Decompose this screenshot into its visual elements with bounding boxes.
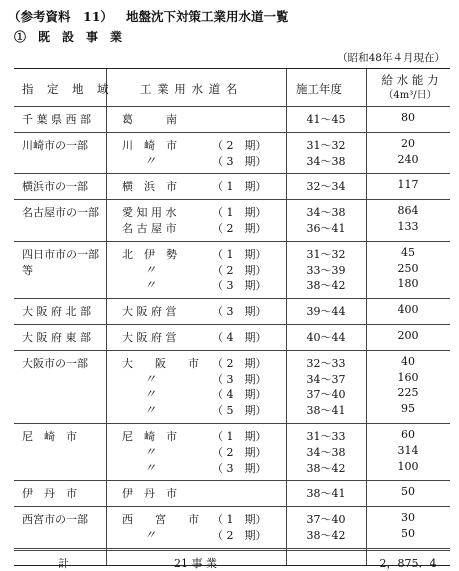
row-divider — [14, 350, 450, 351]
supply-capacity: 240 — [397, 152, 419, 166]
ditto-mark: 〃 — [144, 387, 157, 402]
supply-capacity: 20 — [401, 136, 415, 150]
header-capacity: 給 水 能 力 — [381, 73, 439, 87]
phase-label: （ 4 期） — [212, 388, 267, 402]
construction-years: 41～45 — [306, 113, 346, 126]
region-label: 尼 崎 市 — [22, 430, 77, 443]
supply-capacity: 160 — [397, 370, 419, 384]
phase-label: （ 3 期） — [212, 372, 267, 386]
water-supply-name: 伊 丹 市 — [122, 487, 177, 501]
phase-label: （ 1 期） — [212, 206, 267, 220]
region-label: 大 阪 府 北 部 — [22, 305, 91, 319]
document-title-line — [8, 7, 289, 25]
supply-capacity: 100 — [397, 459, 419, 473]
row-divider — [14, 548, 450, 551]
region-label: 川崎市の一部 — [22, 138, 88, 152]
row-divider — [14, 423, 450, 424]
supply-capacity: 80 — [401, 111, 415, 124]
water-supply-name: 大 阪 府 営 — [122, 331, 177, 344]
supply-capacity: 200 — [397, 329, 419, 342]
section-subtitle: ① 既 設 事 業 — [14, 30, 123, 44]
construction-years: 34～38 — [306, 154, 346, 168]
supply-capacity: 864 — [397, 204, 419, 218]
total-count: 21 事 業 — [174, 556, 217, 570]
region-label-cont: 等 — [22, 263, 33, 277]
construction-years: 32～33 — [306, 356, 346, 370]
row-divider — [14, 480, 450, 481]
total-capacity: 2，875．4 — [379, 556, 437, 570]
phase-label: （ 1 期） — [212, 513, 267, 527]
supply-capacity: 250 — [397, 261, 419, 275]
construction-years: 31～33 — [306, 430, 346, 443]
phase-label: （ 3 期） — [212, 154, 267, 168]
phase-label: （ 4 期） — [212, 331, 267, 344]
ditto-mark: 〃 — [144, 153, 157, 168]
phase-label: （ 3 期） — [212, 279, 267, 293]
region-label: 千 葉 県 西 部 — [22, 113, 91, 126]
header-year: 施工年度 — [296, 82, 342, 96]
phase-label: （ 1 期） — [212, 180, 267, 194]
water-supply-name: 愛 知 用 水 — [122, 206, 177, 220]
supply-capacity: 50 — [401, 485, 415, 499]
header-divider — [14, 106, 450, 107]
construction-years: 38～42 — [306, 529, 346, 542]
ditto-mark: 〃 — [144, 528, 157, 542]
supply-capacity: 45 — [401, 245, 415, 259]
row-divider — [14, 506, 450, 507]
region-label: 名古屋市の一部 — [22, 206, 99, 220]
construction-years: 40～44 — [306, 331, 346, 344]
supply-capacity: 400 — [397, 303, 419, 317]
row-divider — [14, 132, 450, 133]
construction-years: 32～34 — [306, 180, 346, 194]
row-divider — [14, 241, 450, 242]
region-label: 大阪市の一部 — [22, 356, 88, 370]
row-divider — [14, 173, 450, 174]
as-of-date: （昭和48年４月現在） — [337, 52, 445, 64]
region-label: 四日市市の一部 — [22, 247, 99, 261]
region-label: 伊 丹 市 — [22, 487, 77, 501]
construction-years: 38～41 — [306, 404, 346, 418]
water-supply-name: 横 浜 市 — [122, 180, 177, 194]
phase-label: （ 2 期） — [212, 445, 267, 459]
region-label: 大 阪 府 東 部 — [22, 331, 91, 344]
phase-label: （ 2 期） — [212, 222, 267, 235]
water-supply-name: 葛 南 — [122, 113, 177, 126]
water-supply-name: 西 宮 市 — [122, 513, 199, 527]
region-label: 西宮市の一部 — [22, 513, 88, 527]
supply-capacity: 60 — [401, 428, 415, 441]
supply-capacity: 50 — [401, 527, 415, 540]
ditto-mark: 〃 — [144, 403, 157, 418]
construction-years: 36～41 — [306, 222, 346, 235]
column-divider — [106, 69, 107, 565]
phase-label: （ 2 期） — [212, 138, 267, 152]
water-supply-name: 尼 崎 市 — [122, 430, 177, 443]
supply-capacity: 225 — [397, 386, 419, 400]
header-region: 指 定 地 域 — [22, 82, 110, 96]
row-divider — [14, 324, 450, 325]
construction-years: 37～40 — [306, 388, 346, 402]
document-title: 地盤沈下対策工業用水道一覧 — [126, 9, 289, 24]
ditto-mark: 〃 — [144, 278, 157, 293]
construction-years: 34～38 — [306, 445, 346, 459]
phase-label: （ 2 期） — [212, 263, 267, 277]
water-supply-table — [14, 68, 450, 570]
ditto-mark: 〃 — [144, 262, 157, 277]
phase-label: （ 3 期） — [212, 461, 267, 475]
phase-label: （ 1 期） — [212, 247, 267, 261]
row-divider — [14, 199, 450, 200]
phase-label: （ 1 期） — [212, 430, 267, 443]
ditto-mark: 〃 — [144, 371, 157, 386]
header-name: 工 業 用 水 道 名 — [140, 82, 239, 96]
phase-label: （ 3 期） — [212, 305, 267, 319]
phase-label: （ 2 期） — [212, 356, 267, 370]
construction-years: 39～44 — [306, 305, 346, 319]
row-divider — [14, 298, 450, 299]
construction-years: 38～42 — [306, 461, 346, 475]
supply-capacity: 95 — [401, 402, 415, 416]
water-supply-name: 大 阪 府 営 — [122, 305, 177, 319]
ditto-mark: 〃 — [144, 444, 157, 459]
supply-capacity: 30 — [401, 511, 415, 525]
region-label: 横浜市の一部 — [22, 180, 88, 194]
construction-years: 34～38 — [306, 206, 346, 220]
construction-years: 38～41 — [306, 487, 346, 501]
water-supply-name: 大 阪 市 — [122, 356, 199, 370]
construction-years: 34～37 — [306, 372, 346, 386]
phase-label: （ 5 期） — [212, 404, 267, 418]
supply-capacity: 40 — [401, 354, 415, 368]
water-supply-name: 北 伊 勢 — [122, 247, 177, 261]
construction-years: 37～40 — [306, 513, 346, 527]
phase-label: （ 2 期） — [212, 529, 267, 542]
supply-capacity: 180 — [397, 277, 419, 291]
header-capacity-unit: （4m³/日） — [383, 90, 437, 101]
water-supply-name: 名 古 屋 市 — [122, 222, 177, 235]
supply-capacity: 314 — [397, 443, 419, 457]
construction-years: 31～32 — [306, 138, 346, 152]
ditto-mark: 〃 — [144, 460, 157, 475]
supply-capacity: 133 — [397, 220, 419, 233]
water-supply-name: 川 崎 市 — [122, 138, 177, 152]
supply-capacity: 117 — [397, 178, 419, 192]
reference-label: （参考資料 11） — [8, 9, 113, 24]
construction-years: 33～39 — [306, 263, 346, 277]
construction-years: 31～32 — [306, 247, 346, 261]
total-label: 計 — [58, 556, 69, 570]
construction-years: 38～42 — [306, 279, 346, 293]
